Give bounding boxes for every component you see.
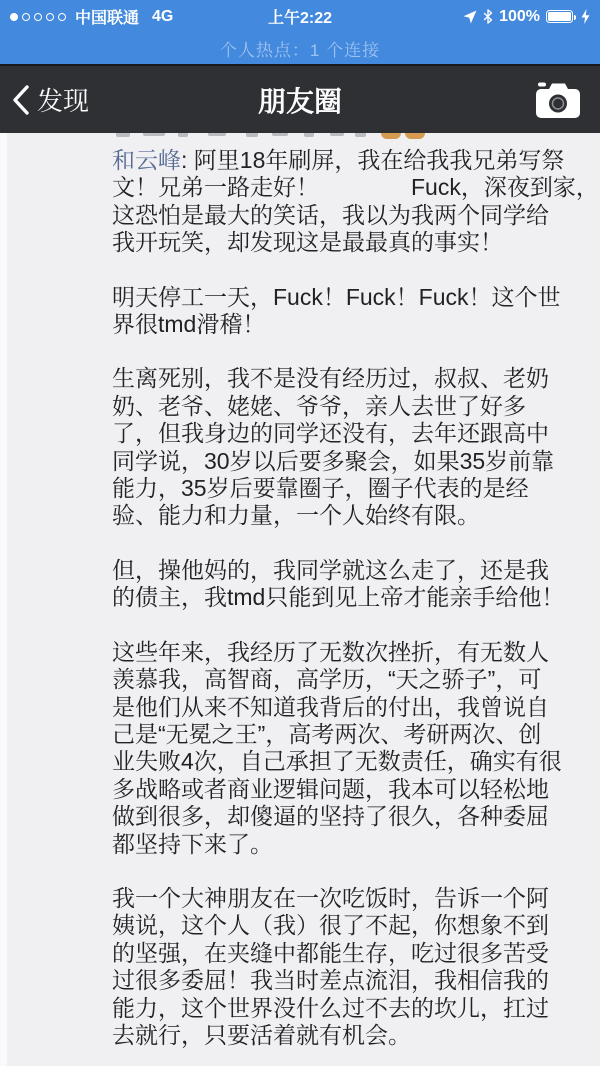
post-text-line: 能力，35岁后要靠圈子，圈子代表的是经 xyxy=(112,475,529,502)
post-text-line: 我开玩笑，却发现这是最最真的事实！ xyxy=(112,229,503,256)
post-body xyxy=(112,147,599,1066)
post-text-line: 做到很多，却傻逼的坚持了很久，各种委屈 xyxy=(112,803,549,830)
post-text-line: 但，操他妈的，我同学就这么走了，还是我 xyxy=(112,556,549,583)
back-chevron-icon xyxy=(12,85,29,115)
post-text-line: 生离死别，我不是没有经历过，叔叔、老奶 xyxy=(112,365,549,392)
emoji-fragment xyxy=(381,133,401,139)
page-title: 朋友圈 xyxy=(257,85,342,117)
post-text-line: 我一个大神朋友在一次吃饭时，告诉一个阿 xyxy=(112,884,549,911)
charging-bolt-icon xyxy=(581,9,590,24)
post-paragraph xyxy=(112,284,592,339)
post-text-line: 界很tmd滑稽！ xyxy=(112,311,266,338)
signal-strength-icon xyxy=(10,13,66,21)
post-text-line: 多战略或者商业逻辑问题，我本可以轻松地 xyxy=(112,775,549,802)
post-text-line: 的坚强，在夹缝中都能生存，吃过很多苦受 xyxy=(112,939,549,966)
battery-icon xyxy=(546,10,573,23)
post-paragraph xyxy=(112,885,592,1049)
post-paragraph xyxy=(112,639,592,858)
post-text-line: 文！兄弟一路走好！ Fuck，深夜到家， xyxy=(112,174,599,201)
post-text-line: 这些年来，我经历了无数次挫折，有无数人 xyxy=(112,638,549,665)
carrier-label: 中国联通 xyxy=(75,10,140,27)
status-bar xyxy=(0,0,600,64)
post-paragraph xyxy=(112,147,599,257)
network-type-label: 4G xyxy=(152,7,174,25)
post-text-line: 去就行，只要活着就有机会。 xyxy=(112,1021,411,1048)
camera-icon xyxy=(534,80,582,120)
nav-bar xyxy=(0,64,600,133)
moments-feed[interactable] xyxy=(0,133,600,1066)
post-paragraph xyxy=(112,557,592,612)
emoji-fragment xyxy=(405,133,425,139)
post-text-line: 过很多委屈！我当时差点流泪，我相信我的 xyxy=(112,967,549,994)
clock: 上午2:22 xyxy=(267,10,333,27)
back-button[interactable] xyxy=(0,81,182,118)
post-text-line xyxy=(112,147,592,174)
camera-button[interactable] xyxy=(534,80,582,120)
post-text-line: 奶、老爷、姥姥、爷爷，亲人去世了好多 xyxy=(112,392,526,419)
post-paragraph xyxy=(112,365,592,529)
post-text-line: 姨说，这个人（我）很了不起，你想象不到 xyxy=(112,912,549,939)
hotspot-banner[interactable] xyxy=(0,33,600,64)
back-button-label: 发现 xyxy=(37,86,90,116)
post-text-line: 明天停工一天，Fuck！Fuck！Fuck！这个世 xyxy=(112,283,561,310)
truncated-post-line xyxy=(0,133,600,142)
hotspot-banner-label: 个人热点：1 个连接 xyxy=(219,41,381,60)
battery-percent-label: 100% xyxy=(499,7,540,25)
post-text-line: 的债主，我tmd只能到见上帝才能亲手给他！ xyxy=(112,584,565,611)
post-text-line: 这恐怕是最大的笑话，我以为我两个同学给 xyxy=(112,201,549,228)
post-text-line: 业失败4次，自己承担了无数责任，确实有很 xyxy=(112,748,562,775)
post-text-line: 己是“无冕之王”，高考两次、考研两次、创 xyxy=(112,720,542,747)
post-text-line: 验、能力和力量，一个人始终有限。 xyxy=(112,502,480,529)
post-text-line: 了，但我身边的同学还没有，去年还跟高中 xyxy=(112,420,549,447)
bluetooth-icon xyxy=(483,9,493,24)
post-text-line: 都坚持下来了。 xyxy=(112,830,273,857)
location-arrow-icon xyxy=(463,10,477,24)
author-link[interactable]: 和云峰 xyxy=(112,147,181,173)
post-text-line: 是他们从来不知道我背后的付出，我曾说自 xyxy=(112,693,549,720)
post-text-line: 同学说，30岁以后要多聚会，如果35岁前靠 xyxy=(112,447,555,474)
post-text-line: 羡慕我，高智商，高学历，“天之骄子”，可 xyxy=(112,666,542,693)
post-text-line: 能力，这个世界没什么过不去的坎儿，扛过 xyxy=(112,994,549,1021)
post-text: : 阿里18年刷屏，我在给我我兄弟写祭 xyxy=(181,147,565,173)
